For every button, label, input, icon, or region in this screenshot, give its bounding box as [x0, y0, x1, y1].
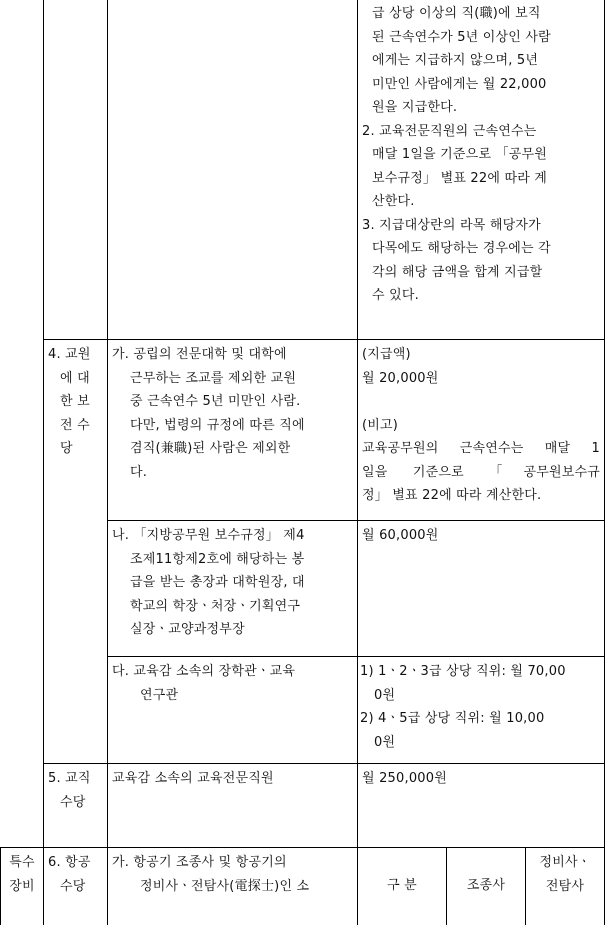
subheader-pilot-text: 조종사 — [466, 878, 506, 893]
subheader-mechanic-radar — [526, 851, 604, 898]
row4-name-line: 전 수 — [60, 417, 90, 433]
amount-line: 0원 — [374, 687, 396, 703]
row4-na-amount — [362, 524, 600, 548]
row4-name — [48, 343, 106, 461]
row4-na-line: 급을 받는 총장과 대학원장, 대 — [130, 575, 305, 590]
row4-da-amount — [360, 660, 602, 754]
top-note-item2: 2. 교육전문직원의 근속연수는 — [362, 123, 537, 139]
amount-value: 월 250,000원 — [362, 771, 448, 786]
row4-name-line: 한 보 — [60, 394, 90, 409]
row6-target-line: 정비사ㆍ전탐사(電探士)인 소 — [140, 878, 310, 894]
amount-line: 1) 1ㆍ2ㆍ3급 상당 직위: 월 70,00 — [360, 664, 566, 679]
top-note-item3: 각의 해당 금액을 합계 지급할 — [372, 264, 543, 280]
row-divider-6 — [0, 847, 605, 848]
row6-target-line: 가. 항공기 조종사 및 항공기의 — [112, 855, 287, 870]
row4-ga-line: 다. — [130, 464, 148, 480]
row4-ga-amount — [362, 343, 600, 508]
row6-name — [48, 851, 106, 898]
amount-line: 0원 — [374, 734, 396, 750]
top-note-item3: 다목에도 해당하는 경우에는 각 — [372, 241, 551, 256]
amount-label: (지급액) — [362, 347, 411, 362]
row-divider-5 — [43, 763, 605, 764]
subheader-division — [358, 874, 446, 898]
row5-target — [112, 767, 354, 791]
row6-category — [1, 851, 43, 898]
row4-na-target — [112, 524, 354, 642]
top-note-item2: 산한다. — [372, 194, 415, 209]
row4-na-line: 조제11항제2호에 해당하는 봉 — [130, 551, 305, 567]
remark-line: 일을 기준으로 「공무원보수규 — [362, 464, 600, 480]
top-note-line: 미만인 사람에게는 월 22,000 — [372, 76, 547, 92]
top-note-line: 급 상당 이상의 직(職)에 보직 — [372, 6, 541, 21]
subheader-division-text: 구 분 — [387, 878, 417, 893]
row4-ga-line: 근무하는 조교를 제외한 교원 — [130, 370, 297, 386]
row5-target-text: 교육감 소속의 교육전문직원 — [112, 771, 274, 786]
row6-name-line: 6. 항공 — [48, 855, 91, 870]
row5-name-line: 5. 교직 — [48, 771, 91, 786]
top-note-cell — [362, 2, 600, 308]
row5-name-line: 수당 — [60, 794, 86, 810]
row-divider-4da — [107, 656, 605, 657]
top-note-line: 에게는 지급하지 않으며, 5년 — [372, 53, 539, 68]
row-divider-4na — [107, 520, 605, 521]
top-note-line: 된 근속연수가 5년 이상인 사람 — [372, 29, 551, 45]
row4-ga-line: 다만, 법령의 규정에 따른 직에 — [130, 417, 305, 433]
amount-value: 월 20,000원 — [362, 370, 439, 386]
column-divider-target — [357, 0, 358, 925]
top-note-item3: 3. 지급대상란의 라목 해당자가 — [362, 217, 541, 233]
remark-label: (비고) — [362, 417, 399, 433]
column-divider-name — [107, 0, 108, 925]
row5-name — [48, 767, 106, 814]
subheader-mechanic-line: 전탐사 — [545, 878, 585, 894]
amount-value: 월 60,000원 — [362, 528, 439, 543]
row4-ga-line: 가. 공립의 전문대학 및 대학에 — [112, 347, 287, 362]
row6-target — [112, 851, 354, 898]
remark-line: 정」 별표 22에 따라 계산한다. — [362, 488, 542, 503]
row4-na-line: 실장ㆍ교양과정부장 — [130, 622, 245, 637]
row4-name-line: 당 — [60, 441, 73, 456]
row4-da-target — [112, 660, 354, 707]
remark-line: 교육공무원의 근속연수는 매달 1 — [362, 441, 600, 456]
row4-na-line: 나. 「지방공무원 보수규정」 제4 — [112, 528, 305, 543]
top-note-item3: 수 있다. — [372, 288, 419, 303]
row4-name-line: 에 대 — [60, 370, 90, 386]
row4-ga-line: 중 근속연수 5년 미만인 사람. — [130, 394, 301, 409]
row6-name-line: 수당 — [60, 878, 86, 894]
row4-name-line: 4. 교원 — [48, 347, 91, 362]
row5-amount — [362, 767, 600, 791]
row4-na-line: 학교의 학장ㆍ처장ㆍ기획연구 — [130, 598, 301, 614]
amount-line: 2) 4ㆍ5급 상당 직위: 월 10,00 — [360, 711, 545, 726]
top-note-item2: 매달 1일을 기준으로 「공무원 — [372, 147, 548, 162]
subheader-pilot — [447, 874, 525, 898]
category-line: 장비 — [9, 878, 35, 894]
row4-da-line: 다. 교육감 소속의 장학관ㆍ교육 — [112, 664, 296, 679]
category-line: 특수 — [9, 855, 35, 870]
top-note-item2: 보수규정」 별표 22에 따라 계 — [372, 170, 548, 186]
table-border-left-outer — [43, 0, 44, 925]
row4-ga-line: 겸직(兼職)된 사람은 제외한 — [130, 441, 291, 456]
spacer — [362, 390, 600, 414]
subheader-mechanic-line: 정비사ㆍ — [539, 855, 591, 870]
row-divider-4 — [43, 339, 605, 340]
row4-ga-target — [112, 343, 354, 484]
row4-da-line: 연구관 — [140, 687, 179, 703]
top-note-line: 원을 지급한다. — [372, 100, 458, 115]
